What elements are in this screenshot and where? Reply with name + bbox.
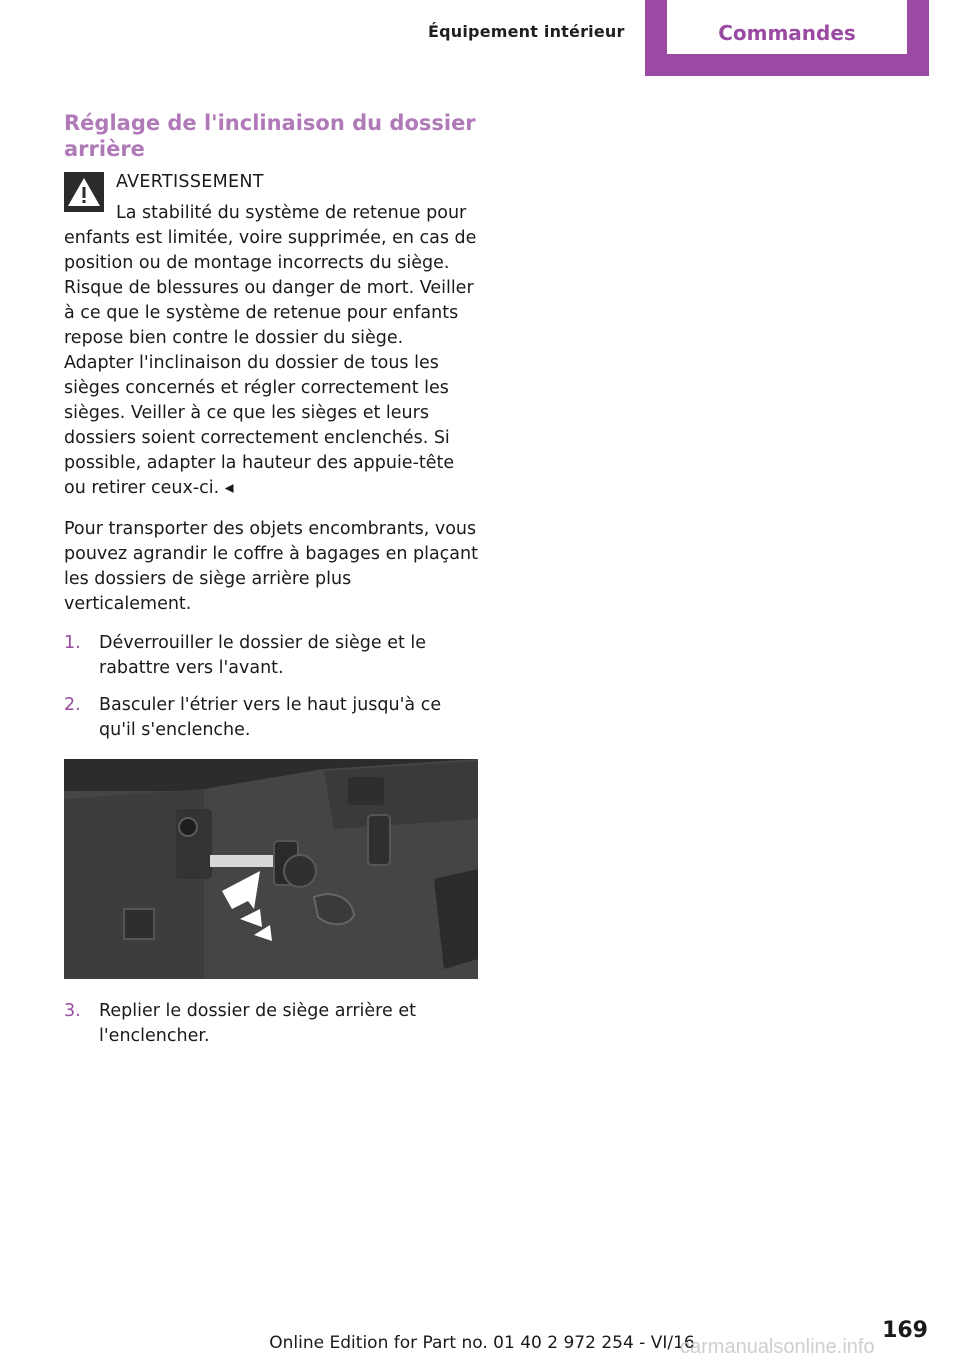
step-text: Replier le dossier de siège arrière et l'enclencher. [99,1001,416,1046]
watermark-text: carmanualsonline.info [680,1336,875,1358]
warning-text: enfants est limitée, voire supprimée, en cas de position ou de montage incorrects du siège. Risque de blessures ou danger de mort. Veiller à ce que le système de retenue pour enfants repose bien contre le dossier du siège. Adapter l'inclinaison du dossier de tous les sièges concernés et régler correctement les sièges. Veiller à ce que les sièges et leurs dossiers soient correctement enclenchés. Si possible, adapter la hauteur des appuie-tête ou retirer ceux-ci. ◂ [64,228,477,498]
list-item [64,631,478,681]
step-text: Déverrouiller le dossier de siège et le rabattre vers l'avant. [99,633,427,678]
section-title: Réglage de l'inclinaison du dossier arrière [64,111,476,161]
main-content [64,110,478,1061]
step-number: 2. [64,695,81,715]
header-section-label: Équipement intérieur [428,22,625,41]
step-number: 1. [64,633,81,653]
warning-block [64,170,478,501]
steps-list [64,631,478,743]
footer-edition: Online Edition for Part no. 01 40 2 972 254 - VI/16 [269,1333,695,1353]
header-tab-label: Commandes [667,0,907,54]
step-number: 3. [64,1001,81,1021]
intro-paragraph: Pour transporter des objets encombrants, vous pouvez agrandir le coffre à bagages en plaçant les dossiers de siège arrière plus verticalement. [64,519,478,614]
page-number: 169 [882,1318,928,1343]
header-tab [645,0,929,76]
warning-label: AVERTISSEMENT [116,172,264,192]
list-item [64,693,478,743]
warning-triangle-icon [64,172,104,212]
warning-text-first-line: La stabilité du système de retenue pour [116,203,467,223]
list-item [64,999,478,1049]
seat-latch-photo [64,759,478,979]
step-text: Basculer l'étrier vers le haut jusqu'à ce qu'il s'enclenche. [99,695,442,740]
steps-list-continued [64,999,478,1049]
